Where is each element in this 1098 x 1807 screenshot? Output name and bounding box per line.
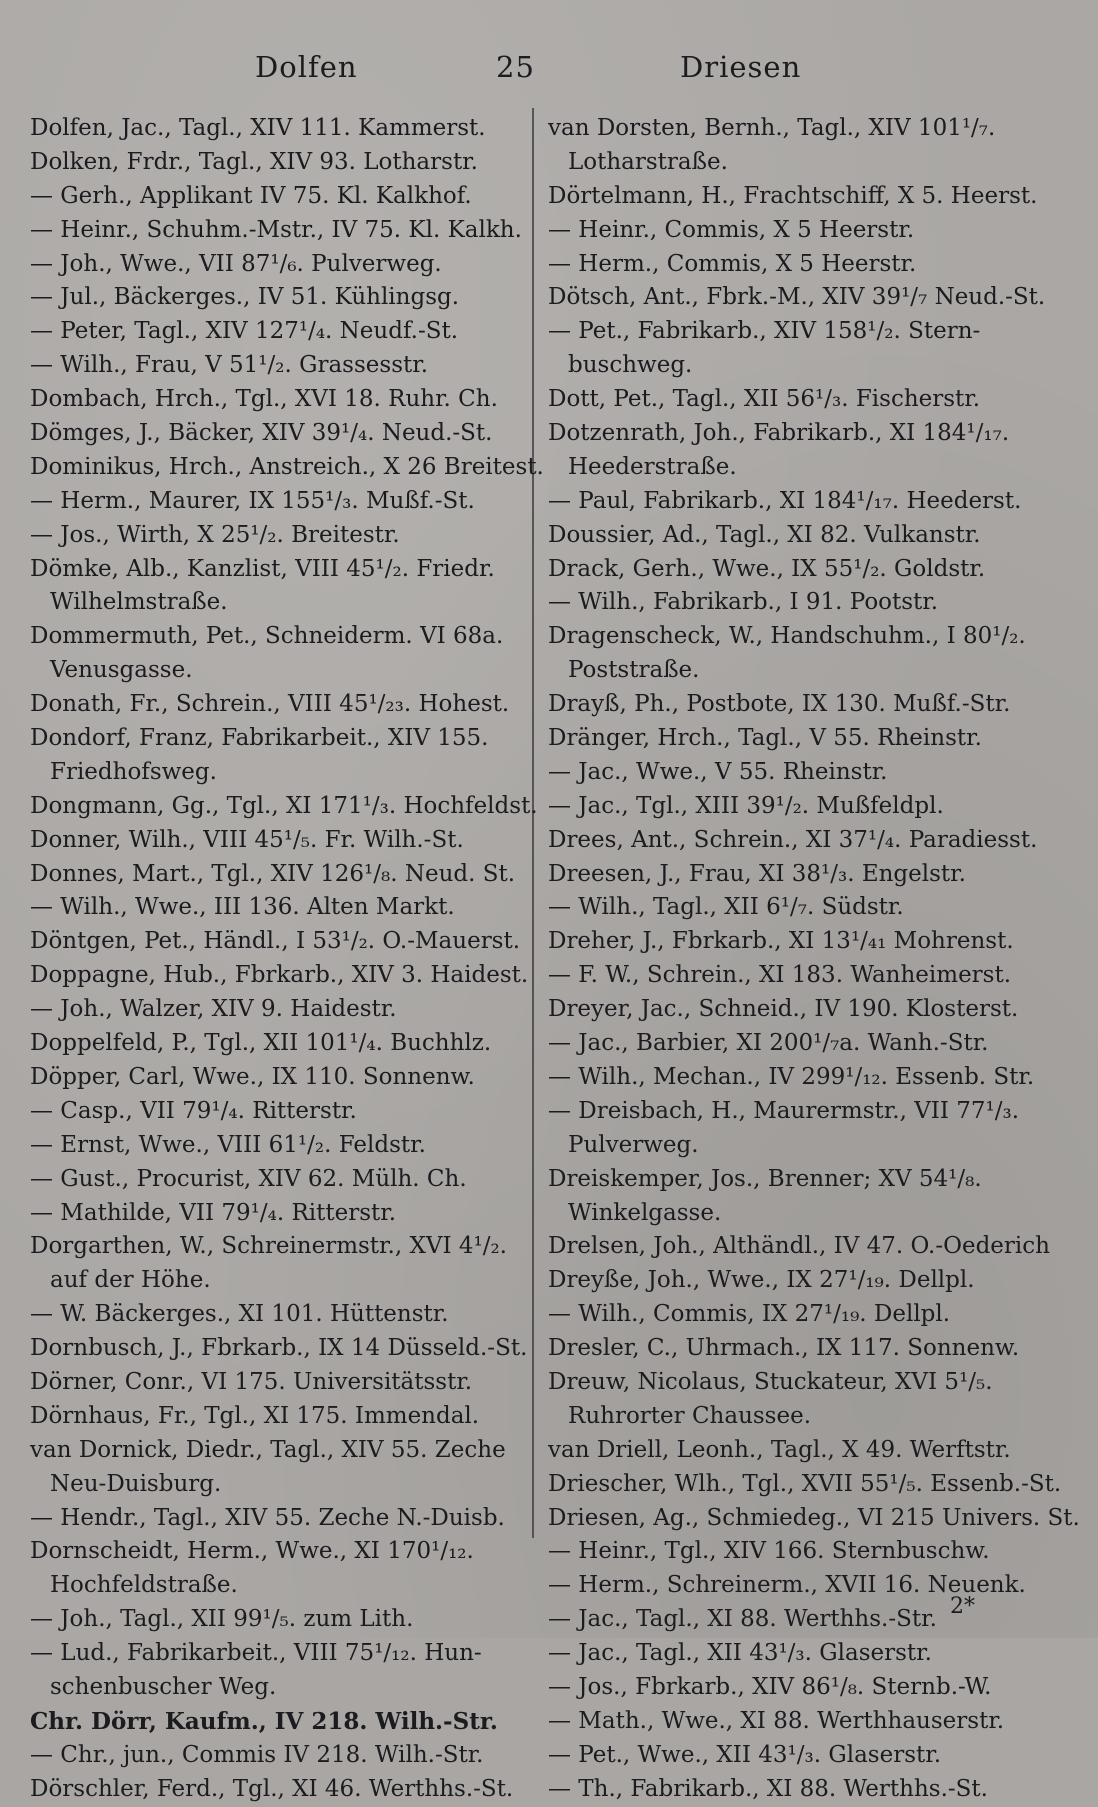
directory-entry: Dreesen, J., Frau, XI 38¹/₃. Engelstr.	[548, 860, 966, 887]
directory-entry: Driesen, Ag., Schmiedeg., VI 215 Univers. St.	[548, 1504, 1080, 1531]
directory-entry: Donath, Fr., Schrein., VIII 45¹/₂₃. Hohest.	[30, 691, 510, 718]
directory-entry: — Casp., VII 79¹/₄. Ritterstr.	[30, 1097, 357, 1124]
directory-entry: Dolfen, Jac., Tagl., XIV 111. Kammerst.	[30, 115, 486, 141]
header-right-keyword: Driesen	[680, 50, 802, 84]
directory-entry: — Chr., jun., Commis IV 218. Wilh.-Str.	[30, 1741, 484, 1768]
page-header	[0, 40, 1098, 90]
directory-entry: — Herm., Maurer, IX 155¹/₃. Mußf.-St.	[30, 487, 475, 514]
directory-entry: Dörnhaus, Fr., Tgl., XI 175. Immendal.	[30, 1402, 480, 1429]
directory-entry: van Driell, Leonh., Tagl., X 49. Werftstr.	[548, 1436, 1011, 1463]
directory-entry: — Pet., Fabrikarb., XIV 158¹/₂. Stern-	[548, 318, 981, 345]
directory-entry: — W. Bäckerges., XI 101. Hüttenstr.	[30, 1301, 449, 1328]
directory-entry: Dömke, Alb., Kanzlist, VIII 45¹/₂. Friedr.	[30, 555, 495, 582]
directory-entry: Doppagne, Hub., Fbrkarb., XIV 3. Haidest.	[30, 962, 529, 989]
directory-entry: schenbuscher Weg.	[50, 1673, 277, 1700]
directory-entry: Dolken, Frdr., Tagl., XIV 93. Lotharstr.	[30, 148, 478, 175]
directory-entry: — Paul, Fabrikarb., XI 184¹/₁₇. Heederst.	[548, 487, 1022, 514]
directory-entry: Heederstraße.	[568, 453, 737, 480]
directory-entry: — Wilh., Mechan., IV 299¹/₁₂. Essenb. Str.	[548, 1063, 1035, 1090]
directory-entry: — Mathilde, VII 79¹/₄. Ritterstr.	[30, 1199, 397, 1226]
directory-entry: Dott, Pet., Tagl., XII 56¹/₃. Fischerstr.	[548, 386, 981, 413]
directory-entry: auf der Höhe.	[50, 1267, 211, 1294]
directory-entry: — Gust., Procurist, XIV 62. Mülh. Ch.	[30, 1165, 467, 1192]
right-column	[548, 112, 1080, 1807]
directory-entry: Donnes, Mart., Tgl., XIV 126¹/₈. Neud. St.	[30, 860, 516, 887]
directory-entry: Dornbusch, J., Fbrkarb., IX 14 Düsseld.-St.	[30, 1335, 528, 1362]
directory-entry: Driescher, Wlh., Tgl., XVII 55¹/₅. Essenb.-St.	[548, 1470, 1062, 1497]
directory-entry: — Pet., Wwe., XII 43¹/₃. Glaserstr.	[548, 1741, 942, 1768]
directory-entry: Dreuw, Nicolaus, Stuckateur, XVI 5¹/₅.	[548, 1368, 993, 1395]
directory-entry: — Th., Fabrikarb., XI 88. Werthhs.-St.	[548, 1775, 988, 1802]
signature-mark: 2*	[950, 1594, 975, 1619]
directory-entry: Dreiskemper, Jos., Brenner; XV 54¹/₈.	[548, 1165, 982, 1192]
directory-entry: — F. W., Schrein., XI 183. Wanheimerst.	[548, 962, 1012, 989]
directory-entry: — Math., Wwe., XI 88. Werthhauserstr.	[548, 1707, 1005, 1734]
directory-entry: Chr. Dörr, Kaufm., IV 218. Wilh.-Str.	[30, 1707, 498, 1735]
directory-entry: Poststraße.	[568, 657, 700, 684]
directory-entry: — Wilh., Wwe., III 136. Alten Markt.	[30, 894, 455, 921]
directory-entry: — Jac., Tagl., XI 88. Werthhs.-Str.	[548, 1606, 937, 1633]
directory-entry: — Wilh., Frau, V 51¹/₂. Grassesstr.	[30, 352, 429, 379]
directory-entry: Dragenscheck, W., Handschuhm., I 80¹/₂.	[548, 623, 1026, 650]
directory-entry: Drack, Gerh., Wwe., IX 55¹/₂. Goldstr.	[548, 555, 986, 582]
directory-entry: Hochfeldstraße.	[50, 1572, 238, 1599]
directory-entry: — Jac., Wwe., V 55. Rheinstr.	[548, 758, 888, 785]
directory-entry: Dreyer, Jac., Schneid., IV 190. Klosterst.	[548, 996, 1019, 1023]
directory-entry: Dongmann, Gg., Tgl., XI 171¹/₃. Hochfeldst.	[30, 792, 538, 819]
directory-entry: — Peter, Tagl., XIV 127¹/₄. Neudf.-St.	[30, 318, 459, 345]
directory-entry: — Dreisbach, H., Maurermstr., VII 77¹/₃.	[548, 1097, 1020, 1124]
directory-entry: — Hendr., Tagl., XIV 55. Zeche N.-Duisb.	[30, 1504, 505, 1531]
left-column	[30, 112, 544, 1807]
directory-entry: Pulverweg.	[568, 1131, 699, 1158]
header-left-keyword: Dolfen	[255, 50, 358, 84]
directory-entry: Döntgen, Pet., Händl., I 53¹/₂. O.-Mauerst.	[30, 928, 521, 955]
directory-entry: — Joh., Walzer, XIV 9. Haidestr.	[30, 996, 397, 1023]
directory-entry: van Dornick, Diedr., Tagl., XIV 55. Zeche	[30, 1436, 506, 1463]
directory-entry: Winkelgasse.	[568, 1199, 722, 1226]
directory-entry: Drees, Ant., Schrein., XI 37¹/₄. Paradiesst.	[548, 826, 1038, 853]
directory-entry: — Herm., Schreinerm., XVII 16. Neuenk.	[548, 1572, 1026, 1599]
directory-entry: Dommermuth, Pet., Schneiderm. VI 68a.	[30, 623, 504, 650]
directory-entry: — Ernst, Wwe., VIII 61¹/₂. Feldstr.	[30, 1131, 426, 1158]
directory-entry: — Herm., Commis, X 5 Heerstr.	[548, 250, 917, 277]
directory-entry: Dränger, Hrch., Tagl., V 55. Rheinstr.	[548, 725, 982, 752]
directory-entry: — Heinr., Tgl., XIV 166. Sternbuschw.	[548, 1538, 990, 1565]
directory-entry: Doussier, Ad., Tagl., XI 82. Vulkanstr.	[548, 521, 981, 548]
directory-entry: van Dorsten, Bernh., Tagl., XIV 101¹/₇.	[548, 115, 996, 141]
directory-entry: — Joh., Wwe., VII 87¹/₆. Pulverweg.	[30, 250, 442, 277]
directory-entry: — Gerh., Applikant IV 75. Kl. Kalkhof.	[30, 182, 472, 209]
directory-entry: Friedhofsweg.	[50, 758, 217, 785]
directory-entry: Neu-Duisburg.	[50, 1470, 222, 1497]
directory-entry: — Jac., Tgl., XIII 39¹/₂. Mußfeldpl.	[548, 792, 944, 819]
page-number: 25	[496, 50, 535, 84]
directory-entry: — Jac., Tagl., XII 43¹/₃. Glaserstr.	[548, 1640, 932, 1667]
directory-entry: Dörtelmann, H., Frachtschiff, X 5. Heerst.	[548, 182, 1038, 209]
directory-entry: — Jul., Bäckerges., IV 51. Kühlingsg.	[30, 284, 460, 311]
directory-entry: Döpper, Carl, Wwe., IX 110. Sonnenw.	[30, 1063, 475, 1090]
directory-entry: Donner, Wilh., VIII 45¹/₅. Fr. Wilh.-St.	[30, 826, 464, 853]
directory-entry: Dorgarthen, W., Schreinermstr., XVI 4¹/₂.	[30, 1233, 507, 1260]
directory-entry: Dörschler, Ferd., Tgl., XI 46. Werthhs.-St.	[30, 1775, 514, 1802]
directory-entry: — Wilh., Tagl., XII 6¹/₇. Südstr.	[548, 894, 904, 921]
directory-entry: Venusgasse.	[50, 657, 193, 684]
directory-entry: Ruhrorter Chaussee.	[568, 1402, 812, 1429]
directory-entry: Lotharstraße.	[568, 148, 728, 175]
directory-entry: Dreher, J., Fbrkarb., XI 13¹/₄₁ Mohrenst.	[548, 928, 1014, 955]
directory-entry: — Heinr., Schuhm.-Mstr., IV 75. Kl. Kalkh.	[30, 216, 522, 243]
directory-entry: Wilhelmstraße.	[50, 589, 228, 616]
directory-entry: Dörner, Conr., VI 175. Universitätsstr.	[30, 1368, 473, 1395]
directory-entry: Dotzenrath, Joh., Fabrikarb., XI 184¹/₁₇.	[548, 420, 1010, 447]
directory-entry: Dreyße, Joh., Wwe., IX 27¹/₁₉. Dellpl.	[548, 1267, 975, 1294]
directory-entry: — Heinr., Commis, X 5 Heerstr.	[548, 216, 915, 243]
directory-entry: Dombach, Hrch., Tgl., XVI 18. Ruhr. Ch.	[30, 386, 498, 413]
directory-entry: — Jos., Wirth, X 25¹/₂. Breitestr.	[30, 521, 400, 548]
directory-entry: Dondorf, Franz, Fabrikarbeit., XIV 155.	[30, 725, 489, 752]
directory-entry: Dömges, J., Bäcker, XIV 39¹/₄. Neud.-St.	[30, 420, 493, 447]
directory-entry: Doppelfeld, P., Tgl., XII 101¹/₄. Buchhlz.	[30, 1030, 492, 1057]
directory-entry: — Wilh., Commis, IX 27¹/₁₉. Dellpl.	[548, 1301, 951, 1328]
directory-entry: — Joh., Tagl., XII 99¹/₅. zum Lith.	[30, 1606, 414, 1633]
directory-entry: Drayß, Ph., Postbote, IX 130. Mußf.-Str.	[548, 691, 1011, 718]
directory-entry: Dornscheidt, Herm., Wwe., XI 170¹/₁₂.	[30, 1538, 474, 1565]
directory-entry: — Jos., Fbrkarb., XIV 86¹/₈. Sternb.-W.	[548, 1673, 992, 1700]
directory-entry: buschweg.	[568, 352, 693, 379]
directory-entry: Drelsen, Joh., Althändl., IV 47. O.-Oederich	[548, 1233, 1050, 1260]
directory-entry: Dominikus, Hrch., Anstreich., X 26 Breitest.	[30, 453, 544, 480]
directory-entry: — Lud., Fabrikarbeit., VIII 75¹/₁₂. Hun-	[30, 1640, 482, 1667]
directory-entry: Dötsch, Ant., Fbrk.-M., XIV 39¹/₇ Neud.-St.	[548, 284, 1046, 311]
directory-entry: — Jac., Barbier, XI 200¹/₇a. Wanh.-Str.	[548, 1030, 989, 1057]
directory-entry: — Wilh., Fabrikarb., I 91. Pootstr.	[548, 589, 939, 616]
directory-entry: Dresler, C., Uhrmach., IX 117. Sonnenw.	[548, 1335, 1020, 1362]
